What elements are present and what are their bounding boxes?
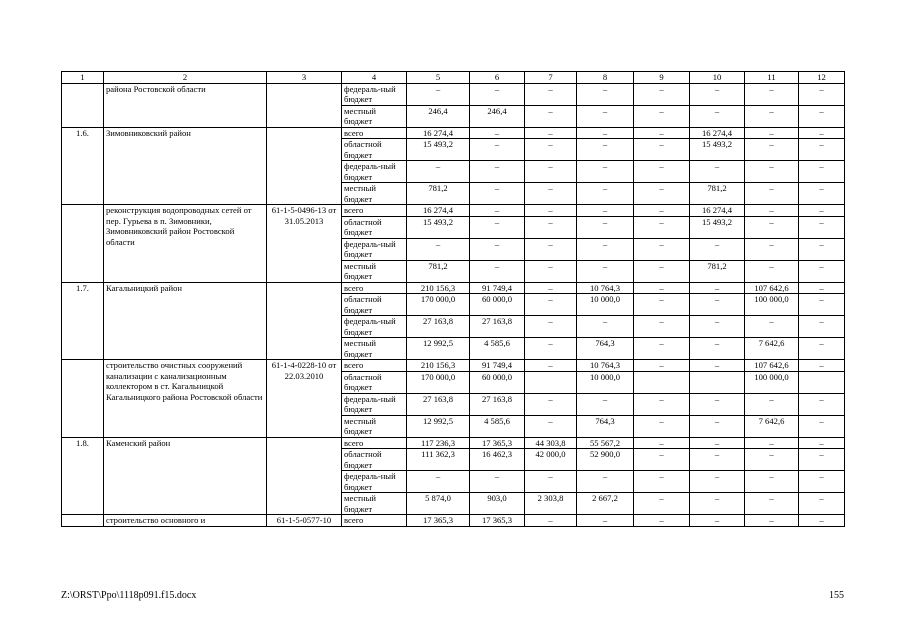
funding-source: областной бюджет bbox=[342, 216, 407, 238]
funding-source: всего bbox=[342, 360, 407, 372]
amount-cell: – bbox=[525, 415, 577, 437]
amount-cell: – bbox=[577, 216, 634, 238]
item-name: строительство очистных сооружений канализации с канализационным коллектором в ст. Кагальницкой Кагальницкого района Ростовской области bbox=[104, 360, 267, 438]
amount-cell: 15 493,2 bbox=[690, 216, 745, 238]
header-cell: 1 bbox=[62, 72, 104, 84]
amount-cell: 15 493,2 bbox=[690, 139, 745, 161]
item-number: 1.8. bbox=[62, 437, 104, 515]
amount-cell: – bbox=[799, 515, 845, 527]
amount-cell: 111 362,3 bbox=[407, 449, 470, 471]
amount-cell: – bbox=[799, 338, 845, 360]
amount-cell: 781,2 bbox=[690, 260, 745, 282]
item-code: 61-1-5-0577-10 bbox=[267, 515, 342, 527]
amount-cell bbox=[799, 371, 845, 393]
amount-cell: – bbox=[799, 161, 845, 183]
amount-cell: – bbox=[470, 83, 525, 105]
funding-source: федераль-ный бюджет bbox=[342, 316, 407, 338]
amount-cell: 17 365,3 bbox=[470, 437, 525, 449]
amount-cell: 781,2 bbox=[690, 183, 745, 205]
amount-cell: – bbox=[525, 471, 577, 493]
funding-source: местный бюджет bbox=[342, 183, 407, 205]
amount-cell: – bbox=[525, 515, 577, 527]
amount-cell: – bbox=[799, 449, 845, 471]
amount-cell: – bbox=[799, 105, 845, 127]
amount-cell: – bbox=[577, 83, 634, 105]
amount-cell: 16 274,4 bbox=[407, 205, 470, 217]
amount-cell: – bbox=[525, 161, 577, 183]
amount-cell: 7 642,6 bbox=[745, 415, 799, 437]
amount-cell: – bbox=[799, 260, 845, 282]
funding-source: всего bbox=[342, 437, 407, 449]
amount-cell: – bbox=[745, 205, 799, 217]
amount-cell bbox=[634, 371, 690, 393]
amount-cell: – bbox=[745, 260, 799, 282]
amount-cell: – bbox=[634, 471, 690, 493]
amount-cell: – bbox=[745, 216, 799, 238]
table-row bbox=[62, 515, 845, 527]
amount-cell: 107 642,6 bbox=[745, 282, 799, 294]
funding-source: федераль-ный бюджет bbox=[342, 161, 407, 183]
amount-cell: – bbox=[634, 205, 690, 217]
amount-cell: 10 000,0 bbox=[577, 371, 634, 393]
amount-cell: – bbox=[799, 493, 845, 515]
funding-source: местный бюджет bbox=[342, 493, 407, 515]
amount-cell: – bbox=[525, 338, 577, 360]
amount-cell: – bbox=[577, 238, 634, 260]
amount-cell: – bbox=[577, 471, 634, 493]
amount-cell: – bbox=[745, 238, 799, 260]
amount-cell: – bbox=[525, 393, 577, 415]
funding-source: федераль-ный бюджет bbox=[342, 83, 407, 105]
amount-cell: – bbox=[577, 393, 634, 415]
amount-cell: – bbox=[634, 238, 690, 260]
amount-cell: – bbox=[634, 216, 690, 238]
item-number bbox=[62, 515, 104, 527]
amount-cell: – bbox=[577, 260, 634, 282]
amount-cell: – bbox=[525, 127, 577, 139]
amount-cell: – bbox=[690, 493, 745, 515]
header-cell: 9 bbox=[634, 72, 690, 84]
item-name: Кагальницкий район bbox=[104, 282, 267, 360]
amount-cell: 7 642,6 bbox=[745, 338, 799, 360]
amount-cell: – bbox=[525, 139, 577, 161]
item-name: Каменский район bbox=[104, 437, 267, 515]
item-code: 61-1-4-0228-10 от 22.03.2010 bbox=[267, 360, 342, 438]
table-row bbox=[62, 437, 845, 449]
funding-source: всего bbox=[342, 515, 407, 527]
item-name: Зимовниковский район bbox=[104, 127, 267, 205]
amount-cell: 15 493,2 bbox=[407, 139, 470, 161]
amount-cell: – bbox=[634, 515, 690, 527]
amount-cell: – bbox=[577, 139, 634, 161]
item-number bbox=[62, 205, 104, 283]
amount-cell: – bbox=[745, 127, 799, 139]
amount-cell: – bbox=[525, 282, 577, 294]
item-number bbox=[62, 360, 104, 438]
funding-source: областной бюджет bbox=[342, 294, 407, 316]
header-cell: 3 bbox=[267, 72, 342, 84]
amount-cell: – bbox=[577, 127, 634, 139]
amount-cell: – bbox=[799, 393, 845, 415]
table-row bbox=[62, 83, 845, 105]
amount-cell: 60 000,0 bbox=[470, 294, 525, 316]
amount-cell: 170 000,0 bbox=[407, 371, 470, 393]
amount-cell: – bbox=[470, 127, 525, 139]
amount-cell: 781,2 bbox=[407, 183, 470, 205]
amount-cell: 12 992,5 bbox=[407, 338, 470, 360]
amount-cell: – bbox=[799, 238, 845, 260]
amount-cell: 16 274,4 bbox=[690, 205, 745, 217]
amount-cell: 246,4 bbox=[470, 105, 525, 127]
amount-cell: – bbox=[634, 183, 690, 205]
amount-cell: 16 274,4 bbox=[407, 127, 470, 139]
amount-cell: – bbox=[799, 415, 845, 437]
amount-cell: – bbox=[634, 139, 690, 161]
funding-source: местный бюджет bbox=[342, 105, 407, 127]
amount-cell: 903,0 bbox=[470, 493, 525, 515]
amount-cell: – bbox=[690, 83, 745, 105]
amount-cell: 246,4 bbox=[407, 105, 470, 127]
amount-cell: – bbox=[525, 360, 577, 372]
amount-cell: – bbox=[407, 238, 470, 260]
amount-cell: – bbox=[634, 260, 690, 282]
amount-cell: – bbox=[525, 294, 577, 316]
amount-cell: – bbox=[525, 105, 577, 127]
amount-cell: – bbox=[799, 294, 845, 316]
amount-cell: 12 992,5 bbox=[407, 415, 470, 437]
funding-source: всего bbox=[342, 205, 407, 217]
amount-cell: 27 163,8 bbox=[407, 393, 470, 415]
amount-cell: – bbox=[470, 183, 525, 205]
budget-table bbox=[61, 71, 845, 527]
amount-cell: – bbox=[634, 83, 690, 105]
header-cell: 7 bbox=[525, 72, 577, 84]
amount-cell: – bbox=[690, 393, 745, 415]
amount-cell: – bbox=[799, 471, 845, 493]
funding-source: областной бюджет bbox=[342, 371, 407, 393]
amount-cell: – bbox=[525, 260, 577, 282]
funding-source: федераль-ный бюджет bbox=[342, 471, 407, 493]
amount-cell: – bbox=[577, 183, 634, 205]
amount-cell: – bbox=[690, 105, 745, 127]
funding-source: местный бюджет bbox=[342, 338, 407, 360]
amount-cell: 210 156,3 bbox=[407, 282, 470, 294]
amount-cell: – bbox=[407, 161, 470, 183]
page-number: 155 bbox=[829, 590, 844, 601]
amount-cell: 17 365,3 bbox=[407, 515, 470, 527]
amount-cell: – bbox=[634, 360, 690, 372]
item-code bbox=[267, 437, 342, 515]
funding-source: всего bbox=[342, 282, 407, 294]
amount-cell: 4 585,6 bbox=[470, 338, 525, 360]
amount-cell: – bbox=[690, 449, 745, 471]
item-code bbox=[267, 127, 342, 205]
amount-cell: – bbox=[634, 449, 690, 471]
funding-source: федераль-ный бюджет bbox=[342, 393, 407, 415]
amount-cell: – bbox=[745, 393, 799, 415]
amount-cell: – bbox=[470, 238, 525, 260]
amount-cell: – bbox=[690, 161, 745, 183]
amount-cell: – bbox=[525, 216, 577, 238]
table-row bbox=[62, 127, 845, 139]
amount-cell: – bbox=[634, 493, 690, 515]
amount-cell: 27 163,8 bbox=[470, 316, 525, 338]
amount-cell: – bbox=[470, 216, 525, 238]
amount-cell: – bbox=[690, 437, 745, 449]
amount-cell: 100 000,0 bbox=[745, 294, 799, 316]
amount-cell: – bbox=[577, 205, 634, 217]
amount-cell: – bbox=[799, 360, 845, 372]
amount-cell: – bbox=[690, 515, 745, 527]
amount-cell: – bbox=[799, 437, 845, 449]
amount-cell: – bbox=[470, 471, 525, 493]
amount-cell: – bbox=[799, 316, 845, 338]
amount-cell: – bbox=[799, 127, 845, 139]
amount-cell: – bbox=[577, 105, 634, 127]
amount-cell: – bbox=[745, 437, 799, 449]
amount-cell bbox=[525, 371, 577, 393]
amount-cell: – bbox=[634, 338, 690, 360]
item-code bbox=[267, 83, 342, 127]
amount-cell: – bbox=[745, 316, 799, 338]
item-number bbox=[62, 83, 104, 127]
item-name: строительство основного и bbox=[104, 515, 267, 527]
amount-cell: – bbox=[690, 471, 745, 493]
amount-cell: 781,2 bbox=[407, 260, 470, 282]
amount-cell: – bbox=[745, 183, 799, 205]
amount-cell: – bbox=[407, 471, 470, 493]
table-row bbox=[62, 360, 845, 372]
amount-cell: – bbox=[634, 105, 690, 127]
amount-cell: 27 163,8 bbox=[407, 316, 470, 338]
amount-cell: – bbox=[745, 471, 799, 493]
amount-cell: – bbox=[525, 316, 577, 338]
amount-cell: – bbox=[577, 161, 634, 183]
footer-file-path: Z:\ORST\Ppo\1118p091.f15.docx bbox=[61, 590, 197, 601]
header-cell: 10 bbox=[690, 72, 745, 84]
amount-cell: – bbox=[745, 493, 799, 515]
amount-cell: 16 462,3 bbox=[470, 449, 525, 471]
amount-cell: – bbox=[634, 316, 690, 338]
amount-cell: – bbox=[799, 282, 845, 294]
amount-cell: – bbox=[690, 294, 745, 316]
amount-cell bbox=[690, 371, 745, 393]
amount-cell: 4 585,6 bbox=[470, 415, 525, 437]
amount-cell: – bbox=[634, 437, 690, 449]
table-row bbox=[62, 205, 845, 217]
amount-cell: – bbox=[634, 127, 690, 139]
funding-source: местный бюджет bbox=[342, 415, 407, 437]
header-cell: 4 bbox=[342, 72, 407, 84]
amount-cell: – bbox=[634, 161, 690, 183]
header-cell: 12 bbox=[799, 72, 845, 84]
amount-cell: – bbox=[634, 294, 690, 316]
amount-cell: 60 000,0 bbox=[470, 371, 525, 393]
amount-cell: 2 303,8 bbox=[525, 493, 577, 515]
header-cell: 11 bbox=[745, 72, 799, 84]
amount-cell: – bbox=[634, 282, 690, 294]
header-row bbox=[62, 72, 845, 84]
amount-cell: 44 303,8 bbox=[525, 437, 577, 449]
amount-cell: 10 764,3 bbox=[577, 282, 634, 294]
amount-cell: 15 493,2 bbox=[407, 216, 470, 238]
amount-cell: – bbox=[745, 83, 799, 105]
item-code: 61-1-5-0496-13 от 31.05.2013 bbox=[267, 205, 342, 283]
amount-cell: 5 874,0 bbox=[407, 493, 470, 515]
amount-cell: – bbox=[745, 449, 799, 471]
amount-cell: 10 764,3 bbox=[577, 360, 634, 372]
amount-cell: 170 000,0 bbox=[407, 294, 470, 316]
amount-cell: – bbox=[799, 183, 845, 205]
amount-cell: – bbox=[470, 260, 525, 282]
header-cell: 5 bbox=[407, 72, 470, 84]
amount-cell: – bbox=[577, 316, 634, 338]
amount-cell: – bbox=[470, 205, 525, 217]
amount-cell: 27 163,8 bbox=[470, 393, 525, 415]
funding-source: областной бюджет bbox=[342, 449, 407, 471]
item-name: реконструкция водопроводных сетей от пер. Гурьева в п. Зимовники, Зимовниковский район Ростовской области bbox=[104, 205, 267, 283]
funding-source: всего bbox=[342, 127, 407, 139]
amount-cell: 55 567,2 bbox=[577, 437, 634, 449]
amount-cell: – bbox=[745, 139, 799, 161]
amount-cell: 100 000,0 bbox=[745, 371, 799, 393]
amount-cell: – bbox=[690, 316, 745, 338]
amount-cell: – bbox=[407, 83, 470, 105]
amount-cell: 17 365,3 bbox=[470, 515, 525, 527]
header-cell: 6 bbox=[470, 72, 525, 84]
amount-cell: – bbox=[690, 238, 745, 260]
amount-cell: – bbox=[745, 161, 799, 183]
amount-cell: – bbox=[525, 238, 577, 260]
amount-cell: 42 000,0 bbox=[525, 449, 577, 471]
amount-cell: 52 900,0 bbox=[577, 449, 634, 471]
amount-cell: 10 000,0 bbox=[577, 294, 634, 316]
amount-cell: 16 274,4 bbox=[690, 127, 745, 139]
table-row bbox=[62, 282, 845, 294]
amount-cell: 2 667,2 bbox=[577, 493, 634, 515]
amount-cell: – bbox=[690, 282, 745, 294]
amount-cell: – bbox=[525, 83, 577, 105]
item-number: 1.6. bbox=[62, 127, 104, 205]
amount-cell: – bbox=[799, 83, 845, 105]
funding-source: федераль-ный бюджет bbox=[342, 238, 407, 260]
header-cell: 8 bbox=[577, 72, 634, 84]
amount-cell: – bbox=[690, 338, 745, 360]
amount-cell: – bbox=[577, 515, 634, 527]
amount-cell: – bbox=[799, 139, 845, 161]
amount-cell: 210 156,3 bbox=[407, 360, 470, 372]
amount-cell: 91 749,4 bbox=[470, 282, 525, 294]
funding-source: местный бюджет bbox=[342, 260, 407, 282]
amount-cell: – bbox=[799, 205, 845, 217]
amount-cell: 117 236,3 bbox=[407, 437, 470, 449]
header-cell: 2 bbox=[104, 72, 267, 84]
amount-cell: – bbox=[525, 183, 577, 205]
amount-cell: 764,3 bbox=[577, 338, 634, 360]
amount-cell: – bbox=[799, 216, 845, 238]
amount-cell: – bbox=[470, 161, 525, 183]
amount-cell: – bbox=[634, 393, 690, 415]
amount-cell: – bbox=[690, 415, 745, 437]
amount-cell: 91 749,4 bbox=[470, 360, 525, 372]
amount-cell: 107 642,6 bbox=[745, 360, 799, 372]
amount-cell: 764,3 bbox=[577, 415, 634, 437]
item-name: района Ростовской области bbox=[104, 83, 267, 127]
funding-source: областной бюджет bbox=[342, 139, 407, 161]
amount-cell: – bbox=[470, 139, 525, 161]
amount-cell: – bbox=[745, 105, 799, 127]
amount-cell: – bbox=[745, 515, 799, 527]
amount-cell: – bbox=[690, 360, 745, 372]
amount-cell: – bbox=[634, 415, 690, 437]
item-number: 1.7. bbox=[62, 282, 104, 360]
amount-cell: – bbox=[525, 205, 577, 217]
item-code bbox=[267, 282, 342, 360]
